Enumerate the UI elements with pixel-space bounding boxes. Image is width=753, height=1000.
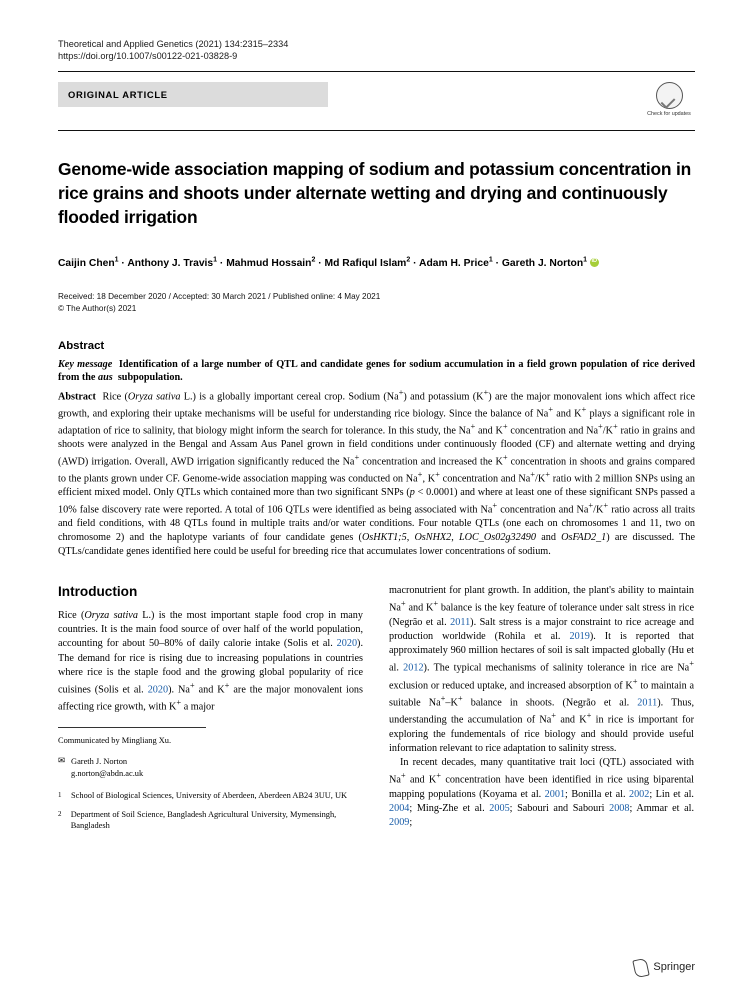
paragraph: In recent decades, many quantitative trait loci (QTL) associated with Na+ and K+ concentration have been identified in rice using biparental mapping populations (Koyama et al. 2001; Bonilla et al. 2002; Lin et al. 2004; Ming-Zhe et al. 2005; Sabouri and Sabouri 2008; Ammar et al. 2009; [389, 757, 694, 828]
left-column [58, 584, 363, 839]
citation-link[interactable]: 2019 [569, 630, 590, 642]
article-type-row [58, 82, 695, 118]
citation-link[interactable]: 2009 [389, 816, 410, 828]
crossmark-label: Check for updates [647, 111, 691, 118]
crossmark-badge[interactable] [643, 82, 695, 118]
header-divider-top [58, 71, 695, 72]
citation-link[interactable]: 2008 [609, 802, 630, 814]
key-message-paragraph: Key message Identification of a large number of QTL and candidate genes for sodium accumulation in a field grown population of rice derived from the aus subpopulation. [58, 358, 695, 384]
citation-link[interactable]: 2005 [489, 802, 510, 814]
article-type-badge: ORIGINAL ARTICLE [58, 82, 328, 107]
paragraph: Rice (Oryza sativa L.) is the most important staple food crop in many countries. It is the main food source of over half of the world population, accounting for about 50–80% of daily calorie intake (Solis et al. 2020). The demand for rice is rising due to increasing populations in countries where rice is the staple food and the growing global popularity of rice cuisines (Solis et al. 2020). Na+ and K+ are the major monovalent ions affecting rice growth, with K+ a major [58, 610, 363, 713]
affiliation-text: Department of Soil Science, Bangladesh Agricultural University, Mymensingh, Bangladesh [70, 809, 337, 831]
citation-link[interactable]: 2011 [450, 616, 471, 628]
citation-link[interactable]: 2012 [403, 662, 424, 674]
page-title: Genome-wide association mapping of sodium and potassium concentration in rice grains and shoots under alternate wetting and drying and continuously flooded irrigation [58, 159, 691, 228]
affiliation-number: 1 [58, 790, 62, 799]
introduction-heading: Introduction [58, 584, 138, 600]
citation-link[interactable]: 2002 [628, 788, 650, 800]
journal-citation: Theoretical and Applied Genetics (2021) 134:2315–2334 [58, 39, 289, 49]
orcid-icon[interactable] [590, 258, 599, 267]
right-column [389, 584, 694, 839]
corresponding-author [58, 756, 363, 780]
copyright-line: © The Author(s) 2021 [58, 304, 137, 314]
contact-name: Gareth J. Norton [71, 757, 128, 767]
received-accepted-line: Received: 18 December 2020 / Accepted: 30 March 2021 / Published online: 4 May 2021 [58, 292, 381, 301]
abstract-block [58, 358, 695, 559]
author-list [58, 255, 695, 271]
footnotes-block [58, 735, 363, 833]
authors-text: Caijin Chen$^1$ · Anthony J. Travis$^1$ · Mahmud Hossain$^2$ · Md Rafiqul Islam$^2$ · Adam H. Price$^1$ · Gareth J. Norton$^1$ [58, 256, 588, 269]
footnote-divider [58, 727, 206, 728]
citation-link[interactable]: 2004 [389, 802, 410, 814]
key-message-label: Key message [58, 358, 113, 370]
citation-link[interactable]: 2020 [147, 684, 169, 696]
envelope-icon: ✉ [58, 756, 66, 766]
citation-link[interactable]: 2020 [336, 638, 358, 650]
affiliation-number: 2 [58, 809, 62, 818]
abstract-label: Abstract [58, 391, 96, 403]
affiliation-item [58, 790, 363, 802]
publication-dates [58, 291, 695, 316]
affiliation-item [58, 809, 363, 833]
body-columns [58, 584, 695, 839]
citation-link[interactable]: 2001 [544, 788, 566, 800]
citation-link[interactable]: 2011 [637, 697, 658, 709]
introduction-right-text [389, 584, 694, 830]
check-icon [656, 82, 683, 109]
springer-icon [632, 958, 648, 976]
communicated-by: Communicated by Mingliang Xu. [58, 735, 172, 745]
publisher-logo [632, 958, 695, 976]
paragraph: macronutrient for plant growth. In addition, the plant's ability to maintain Na+ and K+ balance is the key feature of tolerance under salt stress in rice (Negrão et al. 2011). Salt stress is a major constraint to rice acreage and production worldwide (Rohila et al. 2019). It is reported that approximately 960 million hectares of soil is salt impacted globally (Hu et al. 2012). The typical mechanisms of salinity tolerance in rice are Na+ exclusion or reduced uptake, and increased absorption of K+ to maintain a suitable Na+–K+ balance in shoots. (Negrão et al. 2011). Thus, understanding the accumulation of Na+ and K+ in rice is important for exploring the fundementals of rice biology and should provide useful information relevant to rice adaptation to salinity stress. [389, 585, 695, 755]
publisher-name: Springer [653, 961, 695, 973]
contact-details [71, 756, 143, 780]
abstract-heading: Abstract [58, 339, 105, 352]
affiliation-text: School of Biological Sciences, University of Aberdeen, Aberdeen AB24 3UU, UK [71, 790, 348, 800]
header-divider-bottom [58, 130, 695, 131]
contact-email[interactable]: g.norton@abdn.ac.uk [71, 769, 144, 779]
abstract-paragraph: Abstract Rice (Oryza sativa L.) is a globally important cereal crop. Sodium (Na+) and potassium (K+) are the major monovalent ions which affect rice growth, and exploring their uptake mechanisms will be useful for understanding rice biology. Since the balance of Na+ and K+ plays a significant role in adaptation of rice to salinity, that biology might inform the search for tolerance. In this study, the Na+ and K+ concentration and Na+/K+ ratio in grains and shoots were analyzed in the Bengal and Assam Aus Panel grown in field conditions under continuously flooded (CF) and alternate wetting and drying (AWD) irrigation. Overall, AWD irrigation significantly reduced the Na+ concentration and increased the K+ concentration in shoots and grains compared to the plants grown under CF. Genome-wide association mapping was conducted on Na+, K+ concentration and Na+/K+ ratio with 2 million SNPs using an efficient mixed model. Only QTLs which contained more than two significant SNPs (p < 0.0001) and where at least one of these significant SNPs passed a 10% false discovery rate were reported. A total of 106 QTLs were identified as being associated with Na+ concentration and Na+/K+ ratio across all traits and field conditions, with 48 QTLs found in multiple traits and/or water conditions. Four notable QTLs (one each on chromosomes 1 and 11, two on chromosome 2) and the haplotype variants of four candidate genes (OsHKT1;5, OsNHX2, LOC_Os02g32490 and OsFAD2_1) are discussed. The QTLs/candidate genes identified here could be useful for breeding rice that accumulates lower concentrations of sodium. [58, 387, 696, 557]
introduction-left-text [58, 609, 363, 714]
doi-link[interactable]: https://doi.org/10.1007/s00122-021-03828-9 [58, 51, 238, 62]
